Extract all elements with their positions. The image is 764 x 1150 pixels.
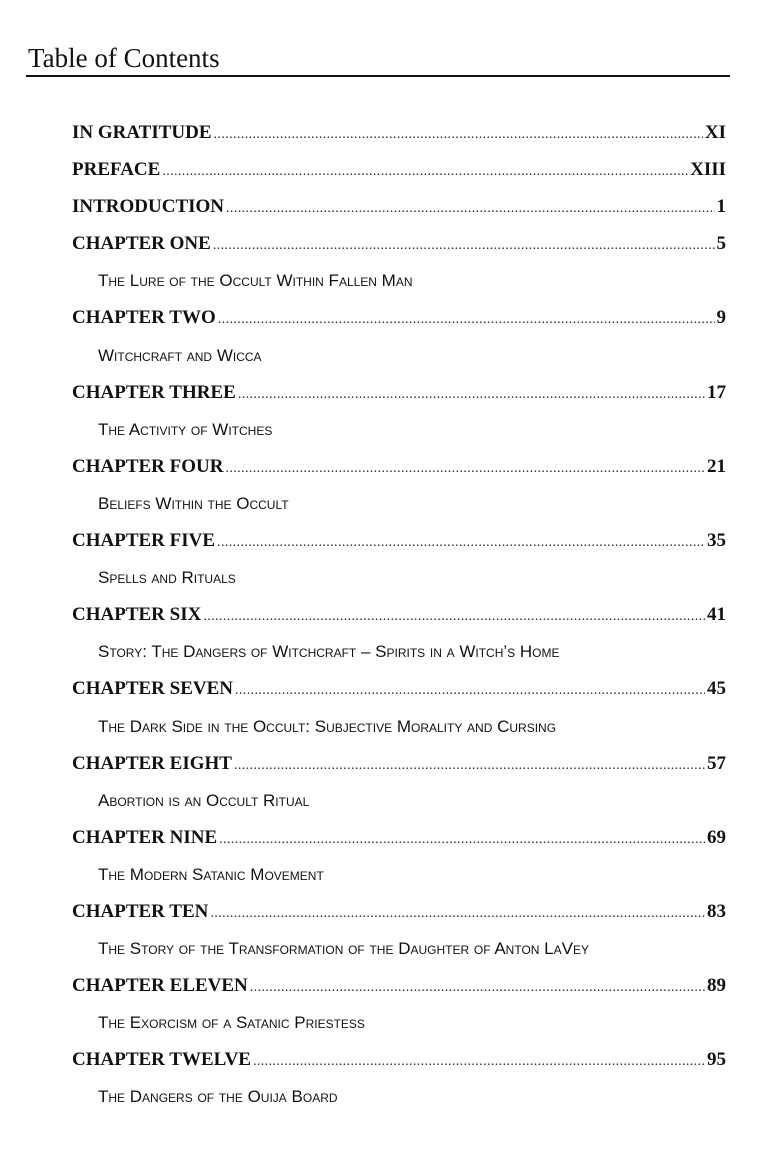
- toc-entry-chapter-nine[interactable]: [72, 819, 726, 856]
- toc-entry-preface[interactable]: [72, 151, 726, 188]
- toc-subtitle-chapter-five[interactable]: Spells and Rituals: [98, 568, 236, 588]
- toc-subtitle-chapter-ten[interactable]: The Story of the Transformation of the Daughter of Anton LaVey: [98, 939, 589, 959]
- toc-entry-chapter-one[interactable]: [72, 225, 726, 262]
- toc-subtitle-chapter-twelve[interactable]: The Dangers of the Ouija Board: [98, 1087, 338, 1107]
- toc-entry-chapter-six[interactable]: [72, 596, 726, 633]
- toc-entry-chapter-eight[interactable]: [72, 745, 726, 782]
- toc-entry-chapter-three[interactable]: [72, 374, 726, 411]
- toc-entry-page: 83: [707, 900, 726, 922]
- toc-entry-title: CHAPTER FOUR: [72, 455, 224, 477]
- dot-leader: [225, 450, 705, 487]
- dot-leader: [238, 376, 705, 413]
- toc-entry-page: 21: [707, 455, 726, 477]
- toc-entry-title: INTRODUCTION: [72, 196, 225, 218]
- toc-entry-page: 41: [707, 604, 726, 626]
- toc-entry-chapter-ten[interactable]: [72, 893, 726, 930]
- table-of-contents: [72, 114, 726, 1116]
- toc-subtitle-chapter-six[interactable]: Story: The Dangers of Witchcraft – Spirits in a Witch’s Home: [98, 642, 560, 662]
- toc-entry-title: CHAPTER EIGHT: [72, 752, 232, 774]
- toc-entry-title: CHAPTER TWELVE: [72, 1049, 251, 1071]
- toc-entry-page: 17: [707, 381, 726, 403]
- toc-entry-chapter-four[interactable]: [72, 448, 726, 485]
- toc-entry-title: CHAPTER NINE: [72, 826, 218, 848]
- page-title: Table of Contents: [28, 43, 220, 73]
- dot-leader: [214, 116, 703, 153]
- toc-entry-page: 9: [716, 307, 726, 329]
- toc-entry-chapter-twelve[interactable]: [72, 1041, 726, 1078]
- toc-subtitle-chapter-eleven[interactable]: The Exorcism of a Satanic Priestess: [98, 1013, 365, 1033]
- dot-leader: [253, 1043, 705, 1080]
- dot-leader: [210, 895, 705, 932]
- toc-subtitle-chapter-seven[interactable]: The Dark Side in the Occult: Subjective Morality and Cursing: [98, 716, 557, 736]
- toc-subtitle-chapter-nine[interactable]: The Modern Satanic Movement: [98, 864, 324, 884]
- dot-leader: [250, 969, 705, 1006]
- toc-entry-chapter-seven[interactable]: [72, 670, 726, 707]
- toc-entry-page: XIII: [690, 159, 726, 181]
- toc-entry-title: CHAPTER SEVEN: [72, 678, 233, 700]
- toc-subtitle-chapter-eight[interactable]: Abortion is an Occult Ritual: [98, 790, 310, 810]
- dot-leader: [234, 747, 705, 784]
- toc-entry-chapter-eleven[interactable]: [72, 967, 726, 1004]
- toc-entry-title: IN GRATITUDE: [72, 122, 212, 143]
- toc-entry-page: 69: [707, 826, 726, 848]
- toc-entry-title: CHAPTER SIX: [72, 604, 202, 626]
- dot-leader: [217, 524, 705, 561]
- toc-entry-title: CHAPTER ONE: [72, 233, 211, 255]
- dot-leader: [162, 153, 688, 190]
- toc-entry-page: XI: [704, 122, 726, 143]
- toc-entry-in-gratitude[interactable]: [72, 114, 726, 151]
- toc-entry-page: 1: [716, 196, 726, 218]
- toc-entry-page: 95: [707, 1049, 726, 1071]
- page-heading: [26, 40, 730, 77]
- toc-subtitle-chapter-one[interactable]: The Lure of the Occult Within Fallen Man: [98, 271, 413, 291]
- dot-leader: [226, 190, 714, 227]
- toc-entry-page: 57: [707, 752, 726, 774]
- toc-entry-title: CHAPTER TWO: [72, 307, 216, 329]
- toc-entry-page: 89: [707, 975, 726, 997]
- toc-entry-title: CHAPTER TEN: [72, 900, 209, 922]
- dot-leader: [219, 821, 705, 858]
- toc-entry-page: 35: [707, 530, 726, 552]
- toc-subtitle-chapter-four[interactable]: Beliefs Within the Occult: [98, 493, 289, 513]
- dot-leader: [213, 227, 715, 264]
- toc-entry-chapter-five[interactable]: [72, 522, 726, 559]
- dot-leader: [235, 672, 705, 709]
- toc-entry-title: CHAPTER ELEVEN: [72, 975, 248, 997]
- toc-subtitle-chapter-two[interactable]: Witchcraft and Wicca: [98, 345, 262, 365]
- toc-entry-title: CHAPTER FIVE: [72, 530, 216, 552]
- toc-entry-title: PREFACE: [72, 159, 161, 181]
- dot-leader: [218, 301, 715, 338]
- toc-entry-chapter-two[interactable]: [72, 299, 726, 336]
- toc-entry-page: 5: [716, 233, 726, 255]
- toc-entry-introduction[interactable]: [72, 188, 726, 225]
- toc-entry-title: CHAPTER THREE: [72, 381, 236, 403]
- toc-subtitle-chapter-three[interactable]: The Activity of Witches: [98, 419, 273, 439]
- toc-entry-page: 45: [707, 678, 726, 700]
- dot-leader: [203, 598, 705, 635]
